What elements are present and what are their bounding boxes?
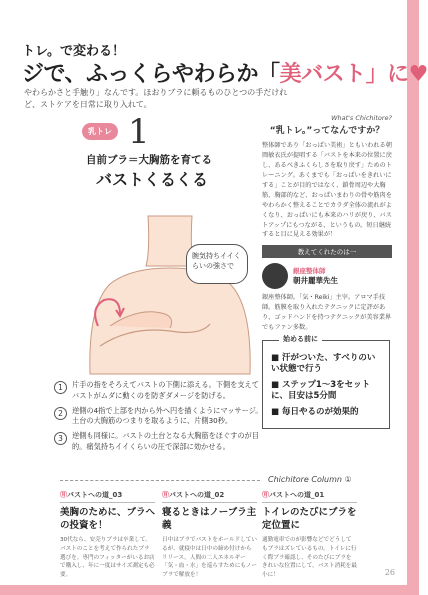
section-title: バストくるくる: [96, 170, 209, 189]
steps-list: [54, 380, 264, 457]
illustration-figure: [70, 196, 270, 374]
headline-kicker: トレ。で変わる！: [22, 44, 125, 59]
sidebar-title: “乳トレ。”ってなんですか？: [269, 126, 385, 136]
sidebar-explainer: [262, 114, 392, 333]
column-item: [262, 490, 357, 580]
step-number: 3: [54, 432, 67, 445]
column-label-text: バストへの道_02: [169, 491, 225, 499]
teacher-profile: 銀座整体師。「気・Reiki」主宰。アロマ手技師。筋膜を取り入れたテクニックに定評があり、ゴッドハンドを持つテクニックが美容業界でもファン多数。: [262, 294, 392, 332]
section-tag: 乳トレ: [82, 123, 118, 140]
beauty-mark-icon: ㊊: [262, 491, 269, 499]
section-subtitle: 自前ブラ＝大胸筋を育てる: [86, 154, 212, 166]
beauty-mark-icon: ㊊: [162, 491, 169, 499]
column-header: Chichitore Column ①: [268, 475, 352, 484]
column-body: 日中はブラでバストをホールドしているが、就寝中は日中の締め付けからリリース。人間の二人エネルギー「気・血・水」を巡らすためにもノーブラで解放を！: [162, 536, 257, 579]
teacher-names: [293, 266, 338, 286]
step-number: 2: [54, 407, 67, 420]
step-text: 逆側の4指で上部を内から外へ円を描くようにマッサージ。土台の大胸筋のつまりを取るように、片側30秒。: [72, 405, 263, 426]
pink-edge-strip: [407, 0, 419, 595]
sidebar-teacher-label: 教えてくれたのは一: [262, 245, 392, 258]
step-item: [54, 380, 264, 402]
headline-suffix: 」に♥: [365, 62, 428, 87]
page-headline: [22, 57, 428, 88]
headline-prefix: ジで、ふっくらやわらか「: [22, 62, 280, 87]
step-number: 1: [54, 381, 67, 394]
column-label: [162, 490, 257, 503]
column-label: [262, 490, 357, 503]
teacher-photo: [262, 263, 288, 289]
teacher-name: 朝井麗華先生: [293, 276, 338, 286]
speech-bubble: 腕気持ちイイくらいの強さで: [186, 244, 248, 284]
step-item: [54, 406, 264, 428]
teacher-card: [262, 263, 392, 289]
column-divider: [60, 480, 260, 481]
page-number: 26: [384, 568, 395, 577]
column-label-text: バストへの道_03: [67, 491, 123, 499]
section-number: 1: [128, 112, 150, 152]
column-title: 美胸のために、ブラへの投資を！: [60, 507, 156, 531]
column-label: [60, 490, 155, 503]
column-title: トイレのたびにブラを定位置に: [262, 507, 357, 531]
column-body: 30代なら、安売りブラは卒業して。バストのことを考えて作られたブラ選びを。専門のフィッターがいるお店で購入し、年に一度はサイズ測定も必要。: [60, 536, 155, 579]
intro-text: やわらかさと手触り」なんです。ほおりブラに頼るものひとつの手だけれど、ストケアを日常に取り入れて。: [24, 88, 288, 110]
sidebar-body: 整体師であり「おっぱい美術」ともいわれる朝岡敏衣氏が提唱する「バストを本来の位置に戻し、あるべきふくらしさを取り戻す」ためのトレーニング。あくまでも「おっぱいをきれいにする」ことが目的ではなく、鎖骨周辺や大胸筋、胸部的など、おっぱいまわりの骨や筋肉をやわらかく整えることでカラダ全体の流れがよくなり、おっぱいにも本来のハリが戻り、バストアップにもつながる、というもの。短日継続すると目に見える効果が！: [262, 142, 392, 239]
column-item: [162, 490, 257, 580]
sidebar-header: What's Chichitore?: [331, 114, 392, 122]
beauty-mark-icon: ㊊: [60, 491, 67, 499]
pink-bottom-strip: [0, 585, 419, 595]
step-text: 片手の指をそろえてバストの下側に添える。下側を支えてバストがムダに動くのを防ぎダメージを防げる。: [72, 380, 259, 400]
point-item: ■ 毎日やるのが効果的: [271, 406, 359, 417]
point-item: ■ 汗がついた、すべりのいい状態で行う: [271, 353, 376, 375]
column-label-text: バストへの道_01: [269, 491, 325, 499]
before-start-box: [262, 335, 390, 429]
column-item: [60, 490, 155, 580]
column-body: 通勤電車でのが影響などでどうしてもブラはズレているもの。トイレに行く際ブラ確認し、そのたびにブラをきれいな位置にして。バスト消耗を最小に！: [262, 536, 357, 579]
step-text: 逆側も同様に。バストの土台となる大胸筋をほぐすのが目的。痛気持ちイイくらいの圧で深部に効かせる。: [72, 431, 259, 451]
point-item: ■ ステップ1〜3をセットに、目安は5分間: [271, 379, 371, 402]
before-start-label: 始める前に: [279, 334, 322, 344]
step-item: [54, 431, 264, 453]
teacher-role: 銀座整体師: [293, 267, 326, 276]
column-title: 寝るときはノーブラ主義: [162, 507, 257, 531]
headline-accent: 美バスト: [279, 62, 366, 87]
